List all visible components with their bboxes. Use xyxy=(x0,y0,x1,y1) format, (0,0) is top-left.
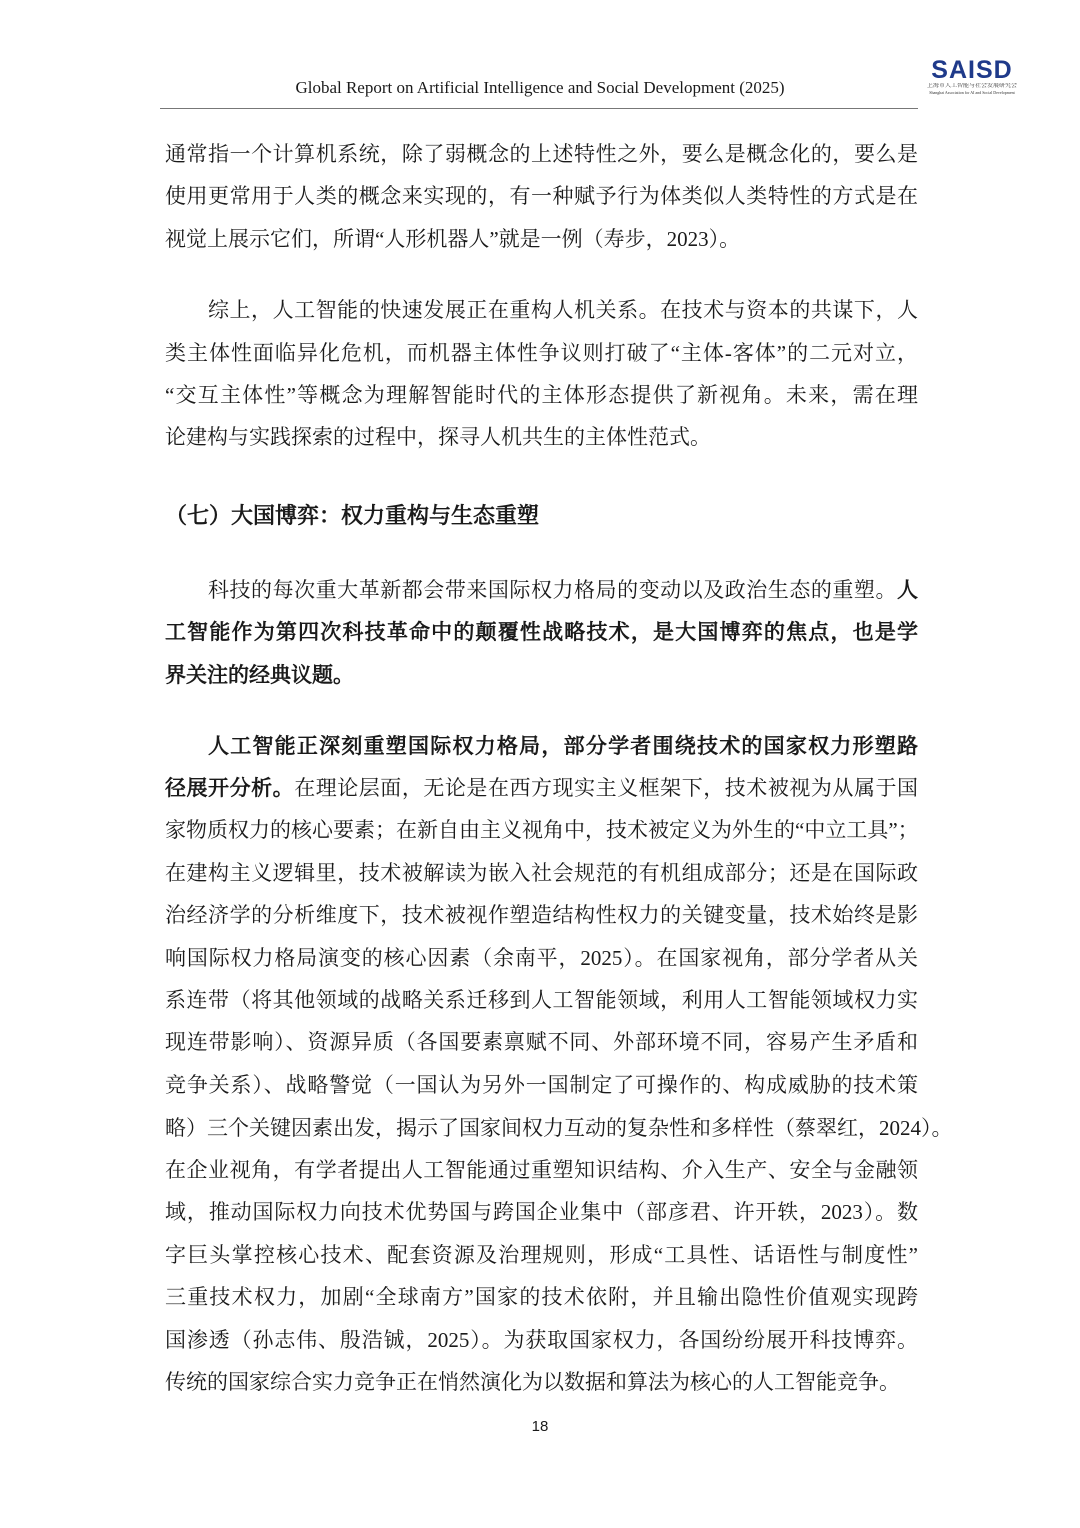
text-segment: 科技的每次重大革新都会带来国际权力格局的变动以及政治生态的重塑。 xyxy=(208,578,897,602)
text-segment: 视觉上展示它们，所谓“人形机器人”就是一例（寿步，2023）。 xyxy=(165,227,741,251)
text-line xyxy=(165,660,918,690)
text-line xyxy=(208,731,918,761)
bold-text-segment: 工智能作为第四次科技革命中的颠覆性战略技术，是大国博弈的焦点，也是学 xyxy=(165,620,918,644)
text-line xyxy=(165,1325,918,1355)
text-segment: 响国际权力格局演变的核心因素（余南平，2025）。在国家视角，部分学者从关 xyxy=(165,946,918,970)
text-line xyxy=(165,1113,953,1143)
logo-subtitle-en: Shanghai Association for AI and Social Development xyxy=(929,90,1015,95)
text-line xyxy=(208,295,918,325)
text-segment: 国渗透（孙志伟、殷浩铖，2025）。为获取国家权力，各国纷纷展开科技博弈。 xyxy=(165,1328,918,1352)
text-line xyxy=(165,900,918,930)
text-segment: 论建构与实践探索的过程中，探寻人机共生的主体性范式。 xyxy=(165,425,711,449)
logo-mark: SAISD xyxy=(931,56,1013,84)
text-segment: 竞争关系）、战略警觉（一国认为另外一国制定了可操作的、构成威胁的技术策 xyxy=(165,1073,918,1097)
saisd-logo xyxy=(926,58,1018,98)
text-segment: “交互主体性”等概念为理解智能时代的主体形态提供了新视角。未来，需在理 xyxy=(165,383,918,407)
text-line xyxy=(165,380,918,410)
text-segment: 在理论层面，无论是在西方现实主义框架下，技术被视为从属于国 xyxy=(294,776,919,800)
text-line xyxy=(165,224,918,254)
text-line xyxy=(165,985,918,1015)
text-segment: 传统的国家综合实力竞争正在悄然演化为以数据和算法为核心的人工智能竞争。 xyxy=(165,1370,900,1394)
text-line xyxy=(165,1155,918,1185)
text-segment: 在企业视角，有学者提出人工智能通过重塑知识结构、介入生产、安全与金融领 xyxy=(165,1158,918,1182)
text-segment: 系连带（将其他领域的战略关系迁移到人工智能领域，利用人工智能领域权力实 xyxy=(165,988,918,1012)
text-line xyxy=(165,1070,918,1100)
page-number: 18 xyxy=(531,1418,549,1435)
bold-text-segment: 界关注的经典议题。 xyxy=(165,663,354,687)
text-segment: 综上，人工智能的快速发展正在重构人机关系。在技术与资本的共谋下，人 xyxy=(208,298,918,322)
text-segment: 域，推动国际权力向技术优势国与跨国企业集中（部彦君、许开轶，2023）。数 xyxy=(165,1200,918,1224)
text-line xyxy=(165,1282,918,1312)
text-line xyxy=(165,338,918,368)
text-line xyxy=(165,1367,918,1397)
text-segment: 通常指一个计算机系统，除了弱概念的上述特性之外，要么是概念化的，要么是 xyxy=(165,142,918,166)
text-segment: 使用更常用于人类的概念来实现的，有一种赋予行为体类似人类特性的方式是在 xyxy=(165,184,918,208)
text-segment: 三重技术权力，加剧“全球南方”国家的技术依附，并且输出隐性价值观实现跨 xyxy=(165,1285,918,1309)
text-segment: 类主体性面临异化危机，而机器主体性争议则打破了“主体-客体”的二元对立， xyxy=(165,341,918,365)
section-heading: （七）大国博弈：权力重构与生态重塑 xyxy=(165,503,540,528)
text-line xyxy=(165,617,918,647)
text-line xyxy=(208,575,918,605)
text-segment: 治经济学的分析维度下，技术被视作塑造结构性权力的关键变量，技术始终是影 xyxy=(165,903,918,927)
text-segment: 字巨头掌控核心技术、配套资源及治理规则，形成“工具性、话语性与制度性” xyxy=(165,1243,918,1267)
text-line xyxy=(165,773,918,803)
text-line xyxy=(165,1197,918,1227)
text-segment: 在建构主义逻辑里，技术被解读为嵌入社会规范的有机组成部分；还是在国际政 xyxy=(165,861,918,885)
bold-text-segment: 人工智能正深刻重塑国际权力格局，部分学者围绕技术的国家权力形塑路 xyxy=(208,734,918,758)
report-header-title: Global Report on Artificial Intelligence and Social Development (2025) xyxy=(295,78,785,97)
text-segment: 现连带影响）、资源异质（各国要素禀赋不同、外部环境不同，容易产生矛盾和 xyxy=(165,1030,918,1054)
text-line xyxy=(165,858,918,888)
logo-subtitle-cn: 上海市人工智能与社会发展研究会 xyxy=(926,83,1017,89)
bold-text-segment: 人 xyxy=(897,578,918,602)
text-line xyxy=(165,815,918,845)
header-divider xyxy=(160,108,918,109)
text-line xyxy=(165,139,918,169)
text-line xyxy=(165,943,918,973)
text-line xyxy=(165,181,918,211)
text-line xyxy=(165,1027,918,1057)
bold-text-segment: 径展开分析。 xyxy=(165,776,295,800)
text-segment: 略）三个关键因素出发，揭示了国家间权力互动的复杂性和多样性（蔡翠红，2024）。 xyxy=(165,1116,953,1140)
text-segment: 家物质权力的核心要素；在新自由主义视角中，技术被定义为外生的“中立工具”； xyxy=(165,818,919,842)
text-line xyxy=(165,422,918,452)
text-line xyxy=(165,1240,918,1270)
